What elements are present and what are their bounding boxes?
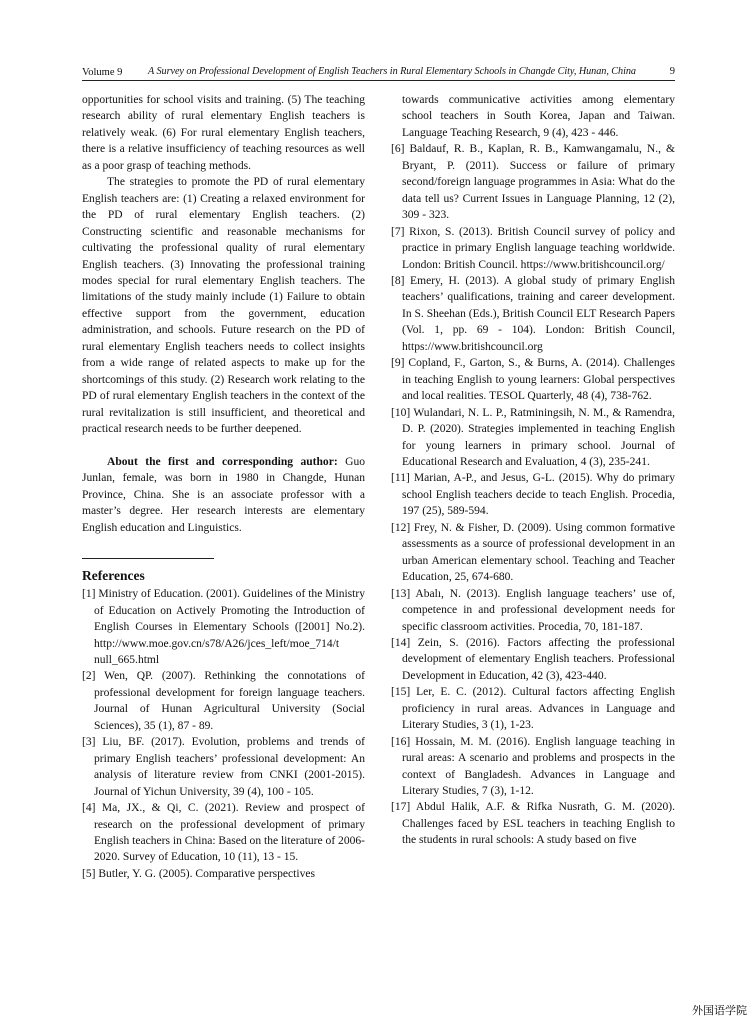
reference-item: [15] Ler, E. C. (2012). Cultural factors affecting English proficiency in rural areas. Advances in Language and Literary Studies, 3 (1), 1-23.: [391, 686, 675, 732]
reference-item: [1] Ministry of Education. (2001). Guidelines of the Ministry of Education on Actively Promoting the Introduction of English Courses in Elementary Schools ([2001] No.2). http://www.moe.gov.cn/s78/A26/jces_left/moe_714/t null_665.html: [82, 588, 365, 667]
reference-item: [17] Abdul Halik, A.F. & Rifka Nusrath, G. M. (2020). Challenges faced by ESL teachers in teaching English to the students in rural schools: A study based on five: [391, 801, 675, 847]
reference-item: [3] Liu, BF. (2017). Evolution, problems and trends of primary English teachers’ professional development: An analysis of literature review from CNKI (2001-2015). Journal of Yichun University, 39 (4), 100 - 105.: [82, 736, 365, 798]
reference-item: [4] Ma, JX., & Qi, C. (2021). Review and prospect of research on the professional development of primary English teachers in China: Based on the literature of 2006-2020. Survey of Education, 10 (11), 13 - 15.: [82, 802, 365, 864]
author-bio: [82, 454, 365, 536]
reference-continuation: towards communicative activities among elementary school teachers in South Korea, Japan and Taiwan. Language Teaching Research, 9 (4), 423 - 446.: [402, 94, 675, 139]
watermark: 外国语学院: [692, 1004, 747, 1017]
section-divider: [82, 558, 214, 559]
running-header: [82, 64, 675, 81]
reference-item: [8] Emery, H. (2013). A global study of primary English teachers’ qualifications, training and career development. In S. Sheehan (Eds.), British Council ELT Research Papers (Vol. 1, pp. 69 - 104). London: British Council, https://www.britishcouncil.org: [391, 274, 675, 353]
reference-item: [13] Abalı, N. (2013). English language teachers’ use of, competence in and professional development needs for specific classroom activities. Procedia, 70, 181-187.: [391, 587, 675, 633]
reference-item: [6] Baldauf, R. B., Kaplan, R. B., Kamwangamalu, N., & Bryant, P. (2011). Success or failure of primary second/foreign language programmes in Asia: What do the data tell us? Current Issues in Language Planning, 12 (2), 309 - 323.: [391, 143, 675, 222]
reference-item: [7] Rixon, S. (2013). British Council survey of policy and practice in primary English language teaching worldwide. London: British Council. https://www.britishcouncil.org/: [391, 225, 675, 271]
reference-item: [2] Wen, QP. (2007). Rethinking the connotations of professional development for foreign language teachers. Journal of Hunan Agricultural University (Social Sciences), 35 (1), 87 - 89.: [82, 670, 365, 732]
volume-label: Volume 9: [82, 67, 123, 78]
author-bio-label: About the first and corresponding author:: [107, 455, 338, 468]
left-column: [82, 92, 365, 882]
references-heading: References: [82, 568, 145, 584]
reference-item: [9] Copland, F., Garton, S., & Burns, A. (2014). Challenges in teaching English to young learners: Global perspectives and local realities. TESOL Quarterly, 48 (4), 738-762.: [391, 357, 675, 403]
right-column: [391, 92, 675, 849]
reference-item: [12] Frey, N. & Fisher, D. (2009). Using common formative assessments as a source of professional development in an urban American elementary school. Teaching and Teacher Education, 25, 674-680.: [391, 521, 675, 584]
body-paragraph: The strategies to promote the PD of rural elementary English teachers are: (1) Creating a relaxed environment for the PD of rural elementary English teachers. (2) Constructing scientific and reasonable mechanisms for cultivating the professional quality of rural elementary English teachers. (3) Innovating the professional training modes special for rural elementary English teachers. The limitations of the study mainly include (1) Failure to obtain effective support from the government, education administration, and schools. Future research on the PD of rural elementary English teachers needs to collect insights from a wide range of related aspects to make up for the shortcomings of this study. (2) Research work relating to the PD of rural elementary English teachers in the context of the rural revitalization is still insufficient, and theoretical and practical research needs to be further deepened.: [82, 176, 365, 436]
body-paragraph: opportunities for school visits and training. (5) The teaching research ability of rural elementary English teachers is relatively weak. (6) For rural elementary English teachers, there is a relative insufficiency of teaching resources as well as a poor grasp of teaching methods.: [82, 94, 365, 172]
author-bio-text: Guo Junlan, female, was born in 1980 in Changde, Hunan Province, China. She is an associate professor with a master’s degree. Her research interests are elementary English education and Linguistics.: [82, 455, 366, 534]
reference-item: [14] Zein, S. (2016). Factors affecting the professional development of elementary English teachers. Professional Development in Education, 42 (3), 423-440.: [391, 636, 675, 682]
page-number: 9: [669, 66, 675, 77]
reference-item: [11] Marian, A-P., and Jesus, G-L. (2015). Why do primary school English teachers decide to teach English. Procedia, 197 (25), 589-594.: [391, 472, 675, 518]
reference-item: [16] Hossain, M. M. (2016). English language teaching in rural areas: A scenario and problems and prospects in the context of Bangladesh. Advances in Language and Literary Studies, 7 (3), 1-12.: [391, 735, 675, 798]
running-title: A Survey on Professional Development of English Teachers in Rural Elementary Schools in Changde City, Hunan, China: [148, 66, 636, 77]
reference-item: [5] Butler, Y. G. (2005). Comparative perspectives: [82, 867, 315, 880]
reference-item: [10] Wulandari, N. L. P., Ratminingsih, N. M., & Ramendra, D. P. (2020). Strategies implemented in teaching English for young learners in primary school. Journal of Educational Research and Evaluation, 4 (3), 235-241.: [391, 406, 675, 468]
